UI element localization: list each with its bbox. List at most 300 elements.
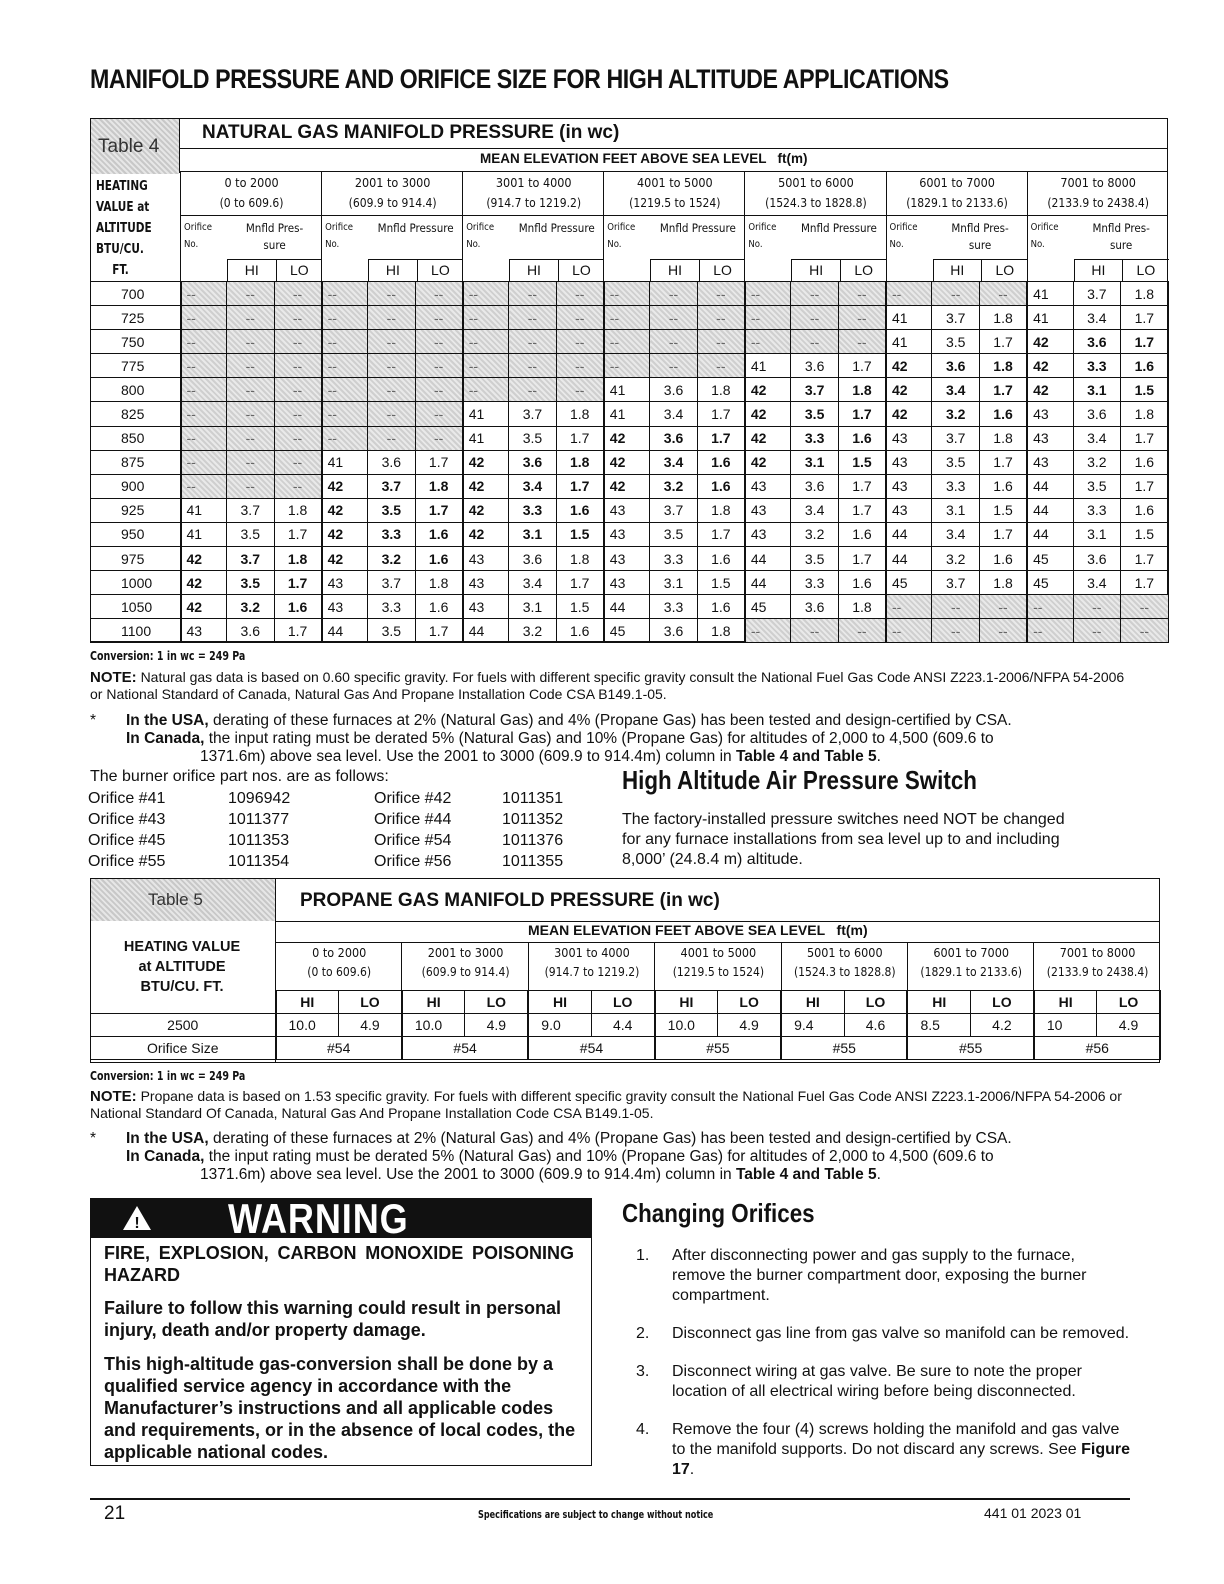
table-cell: 10 xyxy=(1034,1014,1097,1037)
mnfld-label-line: Mnfld Pres- xyxy=(951,221,1009,235)
table-cell: 1.6 xyxy=(556,498,604,522)
table-cell: -- xyxy=(1027,619,1073,643)
table-cell: 45 xyxy=(1027,571,1073,595)
table-cell: -- xyxy=(227,330,275,354)
table-row xyxy=(91,378,1169,402)
table-cell: 1.7 xyxy=(1121,426,1169,450)
canada-text: the input rating must be derated 5% (Natural Gas) and 10% (Propane Gas) for altitudes of 2,000 to 4,500 (609.6 to xyxy=(204,730,994,747)
line3-bold: Table 4 and Table 5 xyxy=(735,748,877,765)
orifice-label xyxy=(466,222,506,250)
table-cell: 41 xyxy=(604,402,650,426)
table-cell: -- xyxy=(463,330,509,354)
table-cell: 1.8 xyxy=(415,474,463,498)
mnfld-label-line: sure xyxy=(968,238,992,252)
table5-title: PROPANE GAS MANIFOLD PRESSURE (in wc) xyxy=(300,890,720,911)
table4-note xyxy=(90,669,1130,703)
orifice-label-line: No. xyxy=(325,239,340,250)
table-cell: 1.7 xyxy=(697,426,745,450)
table-cell: 3.6 xyxy=(1073,402,1121,426)
table-cell: 3.1 xyxy=(1073,378,1121,402)
table-cell: 1.7 xyxy=(979,522,1027,546)
table-cell: 1.7 xyxy=(1121,306,1169,330)
orifice-row xyxy=(88,788,602,809)
table-row xyxy=(91,1014,1161,1037)
table-cell: -- xyxy=(274,474,322,498)
table-cell: 42 xyxy=(1027,354,1073,378)
range-header-group xyxy=(654,943,780,990)
footer-center: Specifications are subject to change without notice xyxy=(478,1508,714,1521)
step-item xyxy=(622,1324,1132,1344)
footer-rule xyxy=(90,1498,1130,1500)
step-text: Disconnect gas line from gas valve so manifold can be removed. xyxy=(672,1325,1130,1342)
range-header-group xyxy=(886,172,1027,281)
table-cell: 3.5 xyxy=(791,402,839,426)
table-row xyxy=(91,619,1169,643)
table-cell: -- xyxy=(556,330,604,354)
table-cell: 42 xyxy=(322,547,368,571)
table-cell: 1.7 xyxy=(415,450,463,474)
table-cell: 44 xyxy=(1027,474,1073,498)
table-cell: 1.7 xyxy=(274,522,322,546)
table-cell: 3.5 xyxy=(791,547,839,571)
mnfld-label-line: Mnfld Pressure xyxy=(518,221,595,235)
table-cell: 3.7 xyxy=(1073,282,1121,306)
table-cell: -- xyxy=(368,282,416,306)
btu-cell: 1050 xyxy=(91,595,181,619)
table-cell: -- xyxy=(509,330,557,354)
table-cell: -- xyxy=(274,426,322,450)
table-cell: 1.7 xyxy=(979,330,1027,354)
table-cell: 3.2 xyxy=(227,595,275,619)
changing-steps xyxy=(622,1246,1132,1498)
table-cell: 1.7 xyxy=(556,426,604,450)
table-cell: -- xyxy=(322,282,368,306)
table-cell: 3.1 xyxy=(650,571,698,595)
step-number: 2. xyxy=(636,1325,650,1342)
table-cell: -- xyxy=(181,450,227,474)
table-cell: 3.4 xyxy=(650,450,698,474)
lo-label: LO xyxy=(572,262,591,278)
table-cell: 3.5 xyxy=(227,571,275,595)
mnfld-label-line: Mnfld Pres- xyxy=(1092,221,1150,235)
step-item xyxy=(622,1362,1132,1402)
table-cell: -- xyxy=(932,595,980,619)
table-cell: 1.7 xyxy=(274,619,322,643)
table-cell: -- xyxy=(463,354,509,378)
lo-label: LO xyxy=(844,991,907,1014)
orifice-label-line: Orifice xyxy=(184,222,212,233)
btu-cell: 800 xyxy=(91,378,181,402)
table-cell: -- xyxy=(368,306,416,330)
table-cell: 1.6 xyxy=(697,474,745,498)
range-ft: 5001 to 6000 xyxy=(778,175,854,190)
range-ft: 5001 to 6000 xyxy=(806,945,883,960)
hi-label: HI xyxy=(228,260,277,281)
table-cell: -- xyxy=(181,306,227,330)
table-cell: 1.8 xyxy=(1121,282,1169,306)
table-cell: -- xyxy=(227,474,275,498)
mnfld-label xyxy=(227,220,322,254)
orifice-cell: 1011377 xyxy=(228,810,290,828)
table-cell: 1.6 xyxy=(697,450,745,474)
table-cell: 1.8 xyxy=(697,498,745,522)
canada-label: In Canada, xyxy=(126,1148,205,1165)
orifice-cell: 1011351 xyxy=(502,789,564,807)
canada-label: In Canada, xyxy=(126,730,205,747)
table-cell: -- xyxy=(556,306,604,330)
warning-triangle-icon xyxy=(122,1205,152,1231)
table-cell: 42 xyxy=(886,354,932,378)
table4-data xyxy=(90,281,1169,643)
table-cell: -- xyxy=(838,619,886,643)
table-cell: 42 xyxy=(322,522,368,546)
table-cell: 45 xyxy=(886,571,932,595)
step-number: 4. xyxy=(636,1421,650,1438)
table-cell: -- xyxy=(979,595,1027,619)
orifice-cell: Orifice #43 xyxy=(88,810,166,828)
table5-rowhead xyxy=(92,937,272,997)
table-cell: 1.6 xyxy=(838,571,886,595)
step-item xyxy=(622,1246,1132,1306)
table-cell: 3.5 xyxy=(1073,474,1121,498)
range-ft: 6001 to 7000 xyxy=(933,945,1010,960)
table-cell: 3.4 xyxy=(509,571,557,595)
orifice-cell: 1011353 xyxy=(228,831,290,849)
table-cell: -- xyxy=(604,354,650,378)
table-cell: 3.6 xyxy=(650,619,698,643)
line3-text: 1371.6m) above sea level. Use the 2001 to 3000 (609.9 to 914.4m) column in xyxy=(200,748,736,765)
step-number: 1. xyxy=(636,1247,650,1264)
orifice-cell: Orifice #56 xyxy=(374,852,452,870)
range-header-group xyxy=(275,943,401,990)
table-cell: 1.8 xyxy=(415,571,463,595)
table-cell: 3.4 xyxy=(1073,306,1121,330)
range-ft: 7001 to 8000 xyxy=(1060,175,1136,190)
table-cell: 3.4 xyxy=(791,498,839,522)
table-cell: -- xyxy=(274,282,322,306)
table-cell: 3.1 xyxy=(509,522,557,546)
warning-symbol: ! xyxy=(134,1215,140,1231)
rowhead-line: at ALTITUDE xyxy=(138,959,226,975)
lo-label: LO xyxy=(591,991,654,1014)
table-cell: 3.3 xyxy=(932,474,980,498)
table-cell: 41 xyxy=(886,306,932,330)
orifice-label-line: No. xyxy=(889,239,904,250)
table-cell: -- xyxy=(274,330,322,354)
table-cell: -- xyxy=(227,306,275,330)
mnfld-label-line: sure xyxy=(263,238,286,252)
table-cell: -- xyxy=(745,306,791,330)
hi-label: HI xyxy=(369,260,418,281)
table-cell: 42 xyxy=(181,547,227,571)
table-cell: 3.1 xyxy=(791,450,839,474)
table-cell: 43 xyxy=(886,474,932,498)
table-cell: 1.6 xyxy=(979,474,1027,498)
table-cell: 3.5 xyxy=(368,619,416,643)
table-cell: -- xyxy=(415,306,463,330)
table-row xyxy=(91,498,1169,522)
orifice-label-line: No. xyxy=(466,239,481,250)
table-cell: 3.6 xyxy=(1073,547,1121,571)
table-cell: 42 xyxy=(463,522,509,546)
derate-note-1 xyxy=(90,712,1140,766)
table-cell: -- xyxy=(1073,619,1121,643)
table-cell: 42 xyxy=(745,426,791,450)
range-header-group xyxy=(1033,943,1159,990)
table-cell: 43 xyxy=(886,498,932,522)
hilo-blank xyxy=(91,991,276,1014)
table-cell: 42 xyxy=(886,402,932,426)
table-cell: 1.5 xyxy=(1121,522,1169,546)
table-cell: 1.7 xyxy=(697,522,745,546)
size-label-cell: Orifice Size xyxy=(91,1037,276,1060)
table-cell: 1.7 xyxy=(1121,547,1169,571)
table-row xyxy=(91,426,1169,450)
table-cell: 1.7 xyxy=(979,378,1027,402)
orifice-label xyxy=(890,222,930,250)
range-header-group xyxy=(1027,172,1168,281)
orifice-label-line: Orifice xyxy=(466,222,495,233)
table-cell: 9.0 xyxy=(528,1014,591,1037)
table-cell: 3.1 xyxy=(509,595,557,619)
warning-word: WARNING xyxy=(228,1195,409,1242)
table-cell: -- xyxy=(650,306,698,330)
line3-end: . xyxy=(876,1166,881,1183)
btu-cell: 2500 xyxy=(91,1014,276,1037)
orifice-label xyxy=(325,222,365,250)
table-cell: -- xyxy=(227,354,275,378)
table-cell: 3.6 xyxy=(509,450,557,474)
size-cell: #55 xyxy=(907,1037,1033,1060)
table-row xyxy=(91,474,1169,498)
table-cell: 1.7 xyxy=(415,498,463,522)
lo-label: LO xyxy=(339,991,402,1014)
table-cell: 42 xyxy=(1027,330,1073,354)
range-m: (609.9 to 914.4) xyxy=(421,965,510,979)
orifice-cell: Orifice #42 xyxy=(374,789,452,807)
table-cell: 42 xyxy=(463,498,509,522)
table-cell: 1.6 xyxy=(838,522,886,546)
orifice-label-line: Orifice xyxy=(607,222,636,233)
range-ft: 3001 to 4000 xyxy=(554,945,630,960)
table-cell: -- xyxy=(322,426,368,450)
table-cell: -- xyxy=(322,378,368,402)
table-row xyxy=(91,1037,1161,1060)
rowhead-line: BTU/CU. xyxy=(96,242,144,257)
table-cell: 4.4 xyxy=(591,1014,654,1037)
table-cell: 3.3 xyxy=(650,547,698,571)
orifice-cell: Orifice #45 xyxy=(88,831,166,849)
table-cell: -- xyxy=(509,282,557,306)
table-cell: -- xyxy=(838,282,886,306)
table-cell: -- xyxy=(979,282,1027,306)
table-row xyxy=(91,354,1169,378)
table-cell: -- xyxy=(604,330,650,354)
table-cell: 3.7 xyxy=(368,474,416,498)
range-m: (609.9 to 914.4) xyxy=(348,196,437,210)
table4-tag-label: Table 4 xyxy=(98,136,160,157)
table-cell: 43 xyxy=(1027,450,1073,474)
table-cell: -- xyxy=(791,282,839,306)
table-cell: 1.6 xyxy=(415,522,463,546)
mnfld-label-line: Mnfld Pres- xyxy=(245,221,304,235)
table-cell: -- xyxy=(415,378,463,402)
table-cell: 3.6 xyxy=(791,595,839,619)
table-cell: 1.7 xyxy=(838,354,886,378)
btu-cell: 725 xyxy=(91,306,181,330)
table4-header-rule xyxy=(179,148,1168,149)
warning-hazard: FIRE, EXPLOSION, CARBON MONOXIDE POISONING HAZARD xyxy=(104,1243,574,1285)
table-cell: -- xyxy=(181,330,227,354)
table-cell: 4.6 xyxy=(844,1014,907,1037)
rowhead-line: HEATING VALUE xyxy=(123,939,241,955)
mnfld-label xyxy=(368,220,463,237)
table-cell: 43 xyxy=(745,498,791,522)
hi-label: HI xyxy=(651,260,700,281)
table-cell: 1.6 xyxy=(556,619,604,643)
table-cell: -- xyxy=(791,330,839,354)
table-cell: -- xyxy=(415,282,463,306)
table-cell: -- xyxy=(1121,595,1169,619)
table-cell: -- xyxy=(650,282,698,306)
table-cell: 3.5 xyxy=(932,450,980,474)
table-cell: 41 xyxy=(181,522,227,546)
mnfld-label-line: Mnfld Pressure xyxy=(800,221,877,235)
table-cell: 3.3 xyxy=(791,426,839,450)
table-cell: 3.4 xyxy=(932,522,980,546)
table-cell: 43 xyxy=(886,450,932,474)
table-cell: 3.7 xyxy=(932,306,980,330)
table-cell: 43 xyxy=(745,522,791,546)
table-cell: 1.6 xyxy=(415,547,463,571)
table-row xyxy=(91,306,1169,330)
orifice-cell: 1096942 xyxy=(228,789,291,807)
hilo-subheader xyxy=(650,259,745,281)
range-m: (1829.1 to 2133.6) xyxy=(920,965,1023,979)
table-cell: -- xyxy=(181,354,227,378)
rowhead-line: VALUE at xyxy=(96,200,150,215)
warning-p1: Failure to follow this warning could result in personal injury, death and/or property damage. xyxy=(104,1298,562,1340)
range-m: (2133.9 to 2438.4) xyxy=(1047,196,1149,210)
table-cell: 42 xyxy=(322,474,368,498)
table-cell: 42 xyxy=(745,402,791,426)
table-cell: 3.4 xyxy=(650,402,698,426)
table-cell: -- xyxy=(604,282,650,306)
size-cell: #54 xyxy=(276,1037,402,1060)
orifice-row xyxy=(88,851,602,872)
table-cell: -- xyxy=(697,330,745,354)
table-row xyxy=(91,547,1169,571)
table-cell: 1.8 xyxy=(274,498,322,522)
table-cell: -- xyxy=(368,330,416,354)
table-cell: 3.6 xyxy=(650,426,698,450)
hi-label: HI xyxy=(1034,991,1097,1014)
table-cell: 1.7 xyxy=(838,498,886,522)
hi-label: HI xyxy=(1075,260,1124,281)
table-row xyxy=(91,450,1169,474)
size-cell: #54 xyxy=(402,1037,528,1060)
table-cell: -- xyxy=(415,354,463,378)
warning-p2: This high-altitude gas-conversion shall be done by a qualified service agency in accordance with the Manufacturer’s instructions and all applicable codes and requirements, or in the absence of local codes, the applicable national codes. xyxy=(104,1354,576,1462)
table-cell: -- xyxy=(181,426,227,450)
table-cell: -- xyxy=(415,402,463,426)
table-cell: -- xyxy=(1073,595,1121,619)
table-row xyxy=(91,595,1169,619)
table-cell: 1.7 xyxy=(697,402,745,426)
range-ft: 0 to 2000 xyxy=(312,945,367,960)
step-end: . xyxy=(689,1461,695,1478)
table-cell: 42 xyxy=(181,595,227,619)
table-cell: 3.5 xyxy=(368,498,416,522)
table-cell: 3.2 xyxy=(650,474,698,498)
table-cell: 3.6 xyxy=(227,619,275,643)
table-cell: -- xyxy=(463,306,509,330)
range-m: (1524.3 to 1828.8) xyxy=(793,965,896,979)
table-cell: 3.5 xyxy=(509,426,557,450)
btu-cell: 925 xyxy=(91,498,181,522)
orifice-cell: Orifice #54 xyxy=(374,831,452,849)
table-cell: 3.2 xyxy=(368,547,416,571)
range-m: (1829.1 to 2133.6) xyxy=(906,196,1008,210)
usa-label: In the USA, xyxy=(126,712,209,729)
table-cell: 1.7 xyxy=(1121,571,1169,595)
orifice-cell: 1011354 xyxy=(228,852,290,870)
table-cell: 1.6 xyxy=(838,426,886,450)
table-cell: 3.7 xyxy=(368,571,416,595)
table-cell: 42 xyxy=(604,450,650,474)
table-cell: 45 xyxy=(1027,547,1073,571)
table-cell: -- xyxy=(838,330,886,354)
table-cell: -- xyxy=(979,619,1027,643)
table-cell: 3.6 xyxy=(791,474,839,498)
table-cell: -- xyxy=(932,619,980,643)
lo-label: LO xyxy=(854,262,874,278)
mnfld-label xyxy=(1074,220,1169,254)
mnfld-label xyxy=(509,220,604,237)
table-cell: -- xyxy=(227,378,275,402)
range-ft: 4001 to 5000 xyxy=(637,175,713,190)
hi-label: HI xyxy=(276,991,339,1014)
hilo-subheader xyxy=(368,259,463,281)
table-cell: 44 xyxy=(322,619,368,643)
table-cell: -- xyxy=(322,306,368,330)
page-title: MANIFOLD PRESSURE AND ORIFICE SIZE FOR HIGH ALTITUDE APPLICATIONS xyxy=(90,64,949,94)
table-cell: 42 xyxy=(745,378,791,402)
lo-label: LO xyxy=(289,262,309,278)
orifice-row xyxy=(88,809,602,830)
orifice-label xyxy=(1031,222,1071,250)
step-text: Disconnect wiring at gas valve. Be sure to note the proper location of all electrical wiring before being disconnected. xyxy=(672,1363,1082,1400)
table-cell: 1.6 xyxy=(415,595,463,619)
mnfld-label-line: Mnfld Pressure xyxy=(659,221,736,235)
table-row xyxy=(91,571,1169,595)
table-cell: 3.5 xyxy=(227,522,275,546)
table-cell: 1.5 xyxy=(838,450,886,474)
range-m: (0 to 609.6) xyxy=(307,965,372,979)
orifice-label-line: No. xyxy=(748,239,763,250)
switch-line: 8,000’ (24.8.4 m) altitude. xyxy=(622,851,803,868)
range-ft: 3001 to 4000 xyxy=(495,175,572,190)
mnfld-label-line: Mnfld Pressure xyxy=(377,221,454,235)
table-cell: -- xyxy=(368,402,416,426)
orifice-intro: The burner orifice part nos. are as follows: xyxy=(90,768,389,785)
table-cell: 3.6 xyxy=(1073,330,1121,354)
switch-line: for any furnace installations from sea level up to and including xyxy=(622,831,1060,848)
table-cell: 3.2 xyxy=(791,522,839,546)
table-cell: 3.7 xyxy=(509,402,557,426)
orifice-cell: 1011355 xyxy=(502,852,564,870)
range-header-group xyxy=(744,172,885,281)
